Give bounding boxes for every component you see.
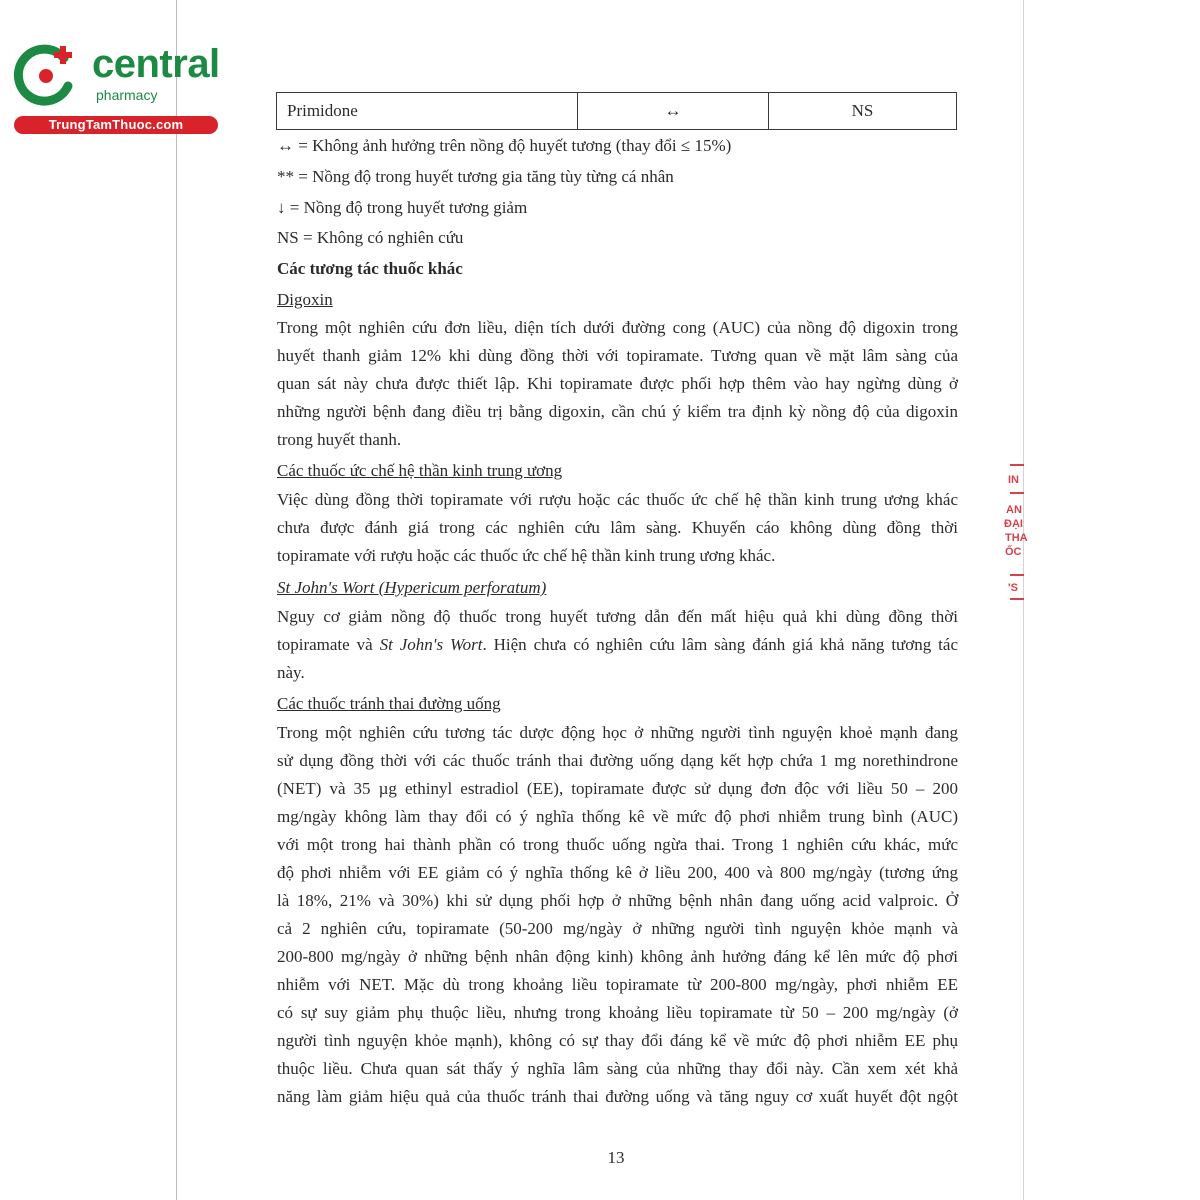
paragraph-line: thuộc liều. Chưa quan sát thấy ý nghĩa lâm sàng của những thay đổi này. Cần xem xét khả <box>277 1059 958 1078</box>
legend-item: ** = Nồng độ trong huyết tương gia tăng tùy từng cá nhân <box>277 167 674 186</box>
stamp-text: 'S <box>1008 582 1018 594</box>
paragraph-line: người tình nguyện khỏe mạnh), không có sự thay đổi đáng kể về mức độ phơi nhiễm EE phụ <box>277 1031 958 1050</box>
text-segment: topiramate và <box>277 635 380 654</box>
paragraph-line: mg/ngày không làm thay đổi có ý nghĩa thống kê về mức độ phơi nhiễm trung bình (AUC) <box>277 807 958 826</box>
legend-item: NS = Không có nghiên cứu <box>277 228 464 247</box>
paragraph-line: Trong một nghiên cứu đơn liều, diện tích dưới đường cong (AUC) của nồng độ digoxin trong <box>277 318 958 337</box>
paragraph-line: huyết thanh giảm 12% khi dùng đồng thời với topiramate. Tương quan về mặt lâm sàng của <box>277 346 958 365</box>
paragraph-line: nhiễm với NET. Mặc dù trong khoảng liều topiramate từ 200-800 mg/ngày, phơi nhiễm EE <box>277 975 958 994</box>
text-segment-italic: St John's Wort <box>379 635 483 654</box>
paragraph-line: quan sát này chưa được thiết lập. Khi topiramate được phối hợp thêm vào hay ngừng dùng ở <box>277 374 958 393</box>
text-segment: . Hiện chưa có nghiên cứu lâm sàng đánh giá khả năng tương tác <box>482 635 958 654</box>
paragraph-line: Việc dùng đồng thời topiramate với rượu hoặc các thuốc ức chế hệ thần kinh trung ương khác <box>277 490 958 509</box>
paragraph-cns <box>277 486 958 570</box>
stamp-text: ĐẠI <box>1004 518 1023 530</box>
central-pharmacy-logo[interactable] <box>8 36 218 136</box>
paragraph-line: Trong một nghiên cứu tương tác dược động học ở những người tình nguyện khoẻ mạnh đang <box>277 723 958 742</box>
paragraph-line: trong huyết thanh. <box>277 430 402 449</box>
paragraph-line: (NET) và 35 µg ethinyl estradiol (EE), topiramate được sử dụng đơn độc với liều 50 – 200 <box>277 779 958 798</box>
paragraph-line: chưa được đánh giá trong các nghiên cứu lâm sàng. Khuyến cáo không dùng đồng thời <box>277 518 958 537</box>
stamp-text: AN <box>1006 504 1022 516</box>
legend-item: ↔ = Không ảnh hưởng trên nồng độ huyết tương (thay đổi ≤ 15%) <box>277 136 732 155</box>
subsection-title-contraceptives: Các thuốc tránh thai đường uống <box>277 694 501 713</box>
stamp-text: THA <box>1005 532 1028 544</box>
red-stamp <box>1002 458 1028 608</box>
paragraph-contraceptives <box>277 719 958 1111</box>
table-cell-note: NS <box>769 93 957 130</box>
paragraph-digoxin <box>277 314 958 454</box>
paragraph-line: với một trong hai thành phần có trong thuốc uống ngừa thai. Trong 1 nghiên cứu khác, mức <box>277 835 958 854</box>
table-cell-effect: ↔ <box>578 93 769 130</box>
paragraph-line: độ phơi nhiễm với EE giảm có ý nghĩa thống kê ở liều 200, 400 và 800 mg/ngày (tương ứng <box>277 863 958 882</box>
logo-name: central <box>92 42 220 86</box>
table-cell-drug: Primidone <box>277 93 578 130</box>
paragraph-line: là 18%, 21% và 30%) khi sử dụng phối hợp ở những bệnh nhân đang uống acid valproic. Ở <box>277 891 958 910</box>
paragraph-line: sử dụng đồng thời với các thuốc tránh thai đường uống dạng kết hợp chứa 1 mg norethindrone <box>277 751 958 770</box>
paragraph-line: những người bệnh đang điều trị bằng digoxin, cần chú ý kiểm tra định kỳ nồng độ của digoxin <box>277 402 958 421</box>
paragraph-line: có sự suy giảm phụ thuộc liều, nhưng trong khoảng liều topiramate từ 50 – 200 mg/ngày (ở <box>277 1003 958 1022</box>
paragraph-line: Nguy cơ giảm nồng độ thuốc trong huyết tương dẫn đến mất hiệu quả khi dùng đồng thời <box>277 607 958 626</box>
subsection-title-digoxin: Digoxin <box>277 290 333 309</box>
stamp-text: ỐC <box>1005 546 1022 558</box>
paragraph-stjohn <box>277 603 958 687</box>
stamp-text: IN <box>1008 474 1019 486</box>
section-heading: Các tương tác thuốc khác <box>277 259 463 278</box>
subsection-title-stjohn: St John's Wort (Hypericum perforatum) <box>277 578 547 597</box>
legend-item: ↓ = Nồng độ trong huyết tương giảm <box>277 198 528 217</box>
paragraph-line: topiramate với rượu hoặc các thuốc ức chế hệ thần kinh trung ương khác. <box>277 546 776 565</box>
paragraph-line: cả 2 nghiên cứu, topiramate (50-200 mg/ngày ở những người tình nguyện khỏe mạnh và <box>277 919 958 938</box>
page-number: 13 <box>607 1148 625 1167</box>
table-row <box>277 93 957 130</box>
paragraph-line: 200-800 mg/ngày ở những bệnh nhân động kinh) không ảnh hưởng đáng kể lên mức độ phơi <box>277 947 958 966</box>
pharmacy-cross-icon <box>12 40 82 110</box>
paragraph-line <box>277 631 958 659</box>
logo-subtitle: pharmacy <box>96 87 158 103</box>
logo-url[interactable]: TrungTamThuoc.com <box>14 116 218 134</box>
subsection-title-cns: Các thuốc ức chế hệ thần kinh trung ương <box>277 461 563 480</box>
interaction-table <box>276 92 957 130</box>
paragraph-line: này. <box>277 663 305 682</box>
paragraph-line: năng làm giảm hiệu quả của thuốc tránh thai đường uống và tăng nguy cơ xuất huyết đột ngột <box>277 1087 958 1106</box>
